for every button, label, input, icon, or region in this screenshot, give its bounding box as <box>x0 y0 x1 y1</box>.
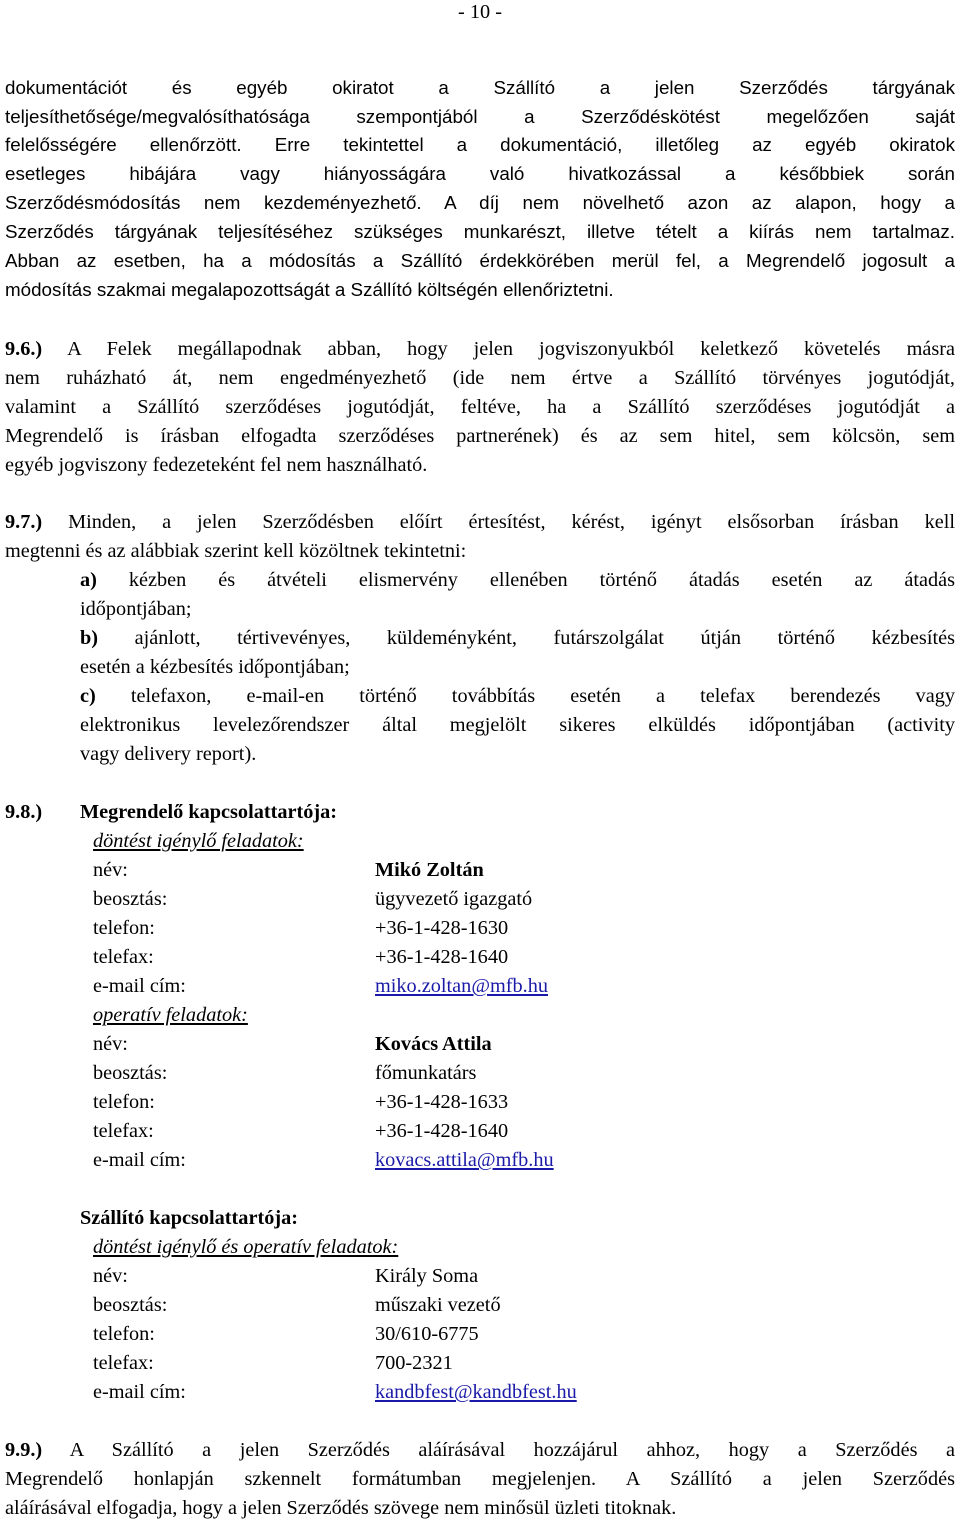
contact-name: Király Soma <box>375 1265 479 1287</box>
list-text: telefaxon, e-mail-en történő továbbítás esetén a telefax berendezés vagy <box>130 685 955 707</box>
contact-fax: +36-1-428-1640 <box>375 946 509 968</box>
email-label: e-mail cím: <box>93 1149 186 1171</box>
email-label: e-mail cím: <box>93 1381 186 1403</box>
section-9-6-line: egyéb jogviszony fedezeteként fel nem használható. <box>5 454 428 476</box>
list-item-c <box>80 683 955 709</box>
megrendelo-heading: Megrendelő kapcsolattartója: <box>80 801 338 823</box>
section-number: 9.8.) <box>5 801 43 823</box>
section-text: A Szállító a jelen Szerződés aláírásával hozzájárul ahhoz, hogy a Szerződés a <box>69 1439 956 1461</box>
section-9-7-line <box>5 509 955 535</box>
intro-line: felelősségére ellenőrzött. Erre tekintettel a dokumentáció, illetőleg az egyéb okiratok <box>5 134 955 155</box>
section-9-7-line: megtenni és az alábbiak szerint kell közöltnek tekintetni: <box>5 540 467 562</box>
fax-label: telefax: <box>93 1352 154 1374</box>
intro-line: módosítás szakmai megalapozottságát a Szállító költségén ellenőriztetni. <box>5 279 614 300</box>
contact-email-link[interactable]: miko.zoltan@mfb.hu <box>375 975 549 997</box>
section-9-9-line: aláírásával elfogadja, hogy a jelen Szerződés szövege nem minősül üzleti titoknak. <box>5 1497 677 1519</box>
phone-label: telefon: <box>93 1323 155 1345</box>
name-label: név: <box>93 1265 128 1287</box>
operativ-heading: operatív feladatok: <box>93 1004 248 1026</box>
intro-line: teljesíthetősége/megvalósíthatósága szempontjából a Szerződéskötést megelőzően saját <box>5 106 955 127</box>
list-item-c-cont: vagy delivery report). <box>80 743 257 765</box>
fax-label: telefax: <box>93 946 154 968</box>
section-number: 9.9.) <box>5 1439 43 1461</box>
section-text: A Felek megállapodnak abban, hogy jelen jogviszonyukból keletkező követelés másra <box>67 338 955 360</box>
szallito-heading: Szállító kapcsolattartója: <box>80 1207 298 1229</box>
contact-phone: +36-1-428-1630 <box>375 917 509 939</box>
contact-position: főmunkatárs <box>375 1062 477 1084</box>
position-label: beosztás: <box>93 1294 168 1316</box>
page-number: - 10 - <box>458 1 502 23</box>
contact-phone: 30/610-6775 <box>375 1323 479 1345</box>
list-letter: b) <box>80 627 99 649</box>
contact-email-link[interactable]: kovacs.attila@mfb.hu <box>375 1149 554 1171</box>
contact-position: műszaki vezető <box>375 1294 501 1316</box>
position-label: beosztás: <box>93 1062 168 1084</box>
intro-line <box>5 190 955 216</box>
name-label: név: <box>93 1033 128 1055</box>
list-item-c-cont: elektronikus levelezőrendszer által megjelölt sikeres elküldés időpontjában (activity <box>80 714 955 736</box>
intro-line: esetleges hibájára vagy hiányosságára való hivatkozással a későbbiek során <box>5 163 955 184</box>
list-item-a <box>80 567 955 593</box>
list-letter: c) <box>80 685 96 707</box>
contact-fax: 700-2321 <box>375 1352 453 1374</box>
contact-name: Kovács Attila <box>375 1033 492 1055</box>
list-text: kézben és átvételi elismervény ellenében történő átadás esetén az átadás <box>128 569 955 591</box>
intro-line: dokumentációt és egyéb okiratot a Szállító a jelen Szerződés tárgyának <box>5 77 955 98</box>
position-label: beosztás: <box>93 888 168 910</box>
contact-position: ügyvezető igazgató <box>375 888 533 910</box>
name-label: név: <box>93 859 128 881</box>
section-9-9-line <box>5 1437 955 1463</box>
list-item-b <box>80 625 955 651</box>
email-label: e-mail cím: <box>93 975 186 997</box>
list-item-a-cont: időpontjában; <box>80 598 192 620</box>
section-9-6-line: nem ruházható át, nem engedményezhető (ide nem értve a Szállító törvényes jogutódját, <box>5 367 955 389</box>
section-9-6-line <box>5 336 955 362</box>
dontest-heading: döntést igénylő feladatok: <box>93 830 304 852</box>
intro-line: Abban az esetben, ha a módosítás a Szállító érdekkörében merül fel, a Megrendelő jogosult a <box>5 250 955 271</box>
phone-label: telefon: <box>93 1091 155 1113</box>
section-text: Minden, a jelen Szerződésben előírt értesítést, kérést, igényt elsősorban írásban kell <box>68 511 956 533</box>
list-text: ajánlott, tértivevényes, küldeményként, futárszolgálat útján történő kézbesítés <box>134 627 955 649</box>
fax-label: telefax: <box>93 1120 154 1142</box>
intro-line-part: Szerződésmódosítás nem kezdeményezhető. <box>5 192 422 213</box>
section-number: 9.7.) <box>5 511 43 533</box>
section-number: 9.6.) <box>5 338 43 360</box>
contact-email-link[interactable]: kandbfest@kandbfest.hu <box>375 1381 577 1403</box>
phone-label: telefon: <box>93 917 155 939</box>
section-9-6-line: Megrendelő is írásban elfogadta szerződéses partnerének) és az sem hitel, sem kölcsön, sem <box>5 425 955 447</box>
list-letter: a) <box>80 569 97 591</box>
list-item-b-cont: esetén a kézbesítés időpontjában; <box>80 656 350 678</box>
szallito-sub-heading: döntést igénylő és operatív feladatok: <box>93 1236 399 1258</box>
intro-line-part: A díj nem növelhető azon az alapon, hogy a <box>444 192 955 213</box>
intro-line: Szerződés tárgyának teljesítéséhez szükséges munkarészt, illetve tételt a kiírás nem tartalmaz. <box>5 221 955 242</box>
contact-fax: +36-1-428-1640 <box>375 1120 509 1142</box>
contact-name: Mikó Zoltán <box>375 859 484 881</box>
section-9-6-line: valamint a Szállító szerződéses jogutódját, feltéve, ha a Szállító szerződéses jogutódját a <box>5 396 955 418</box>
contact-phone: +36-1-428-1633 <box>375 1091 509 1113</box>
section-9-9-line: Megrendelő honlapján szkennelt formátumban megjelenjen. A Szállító a jelen Szerződés <box>5 1468 955 1490</box>
